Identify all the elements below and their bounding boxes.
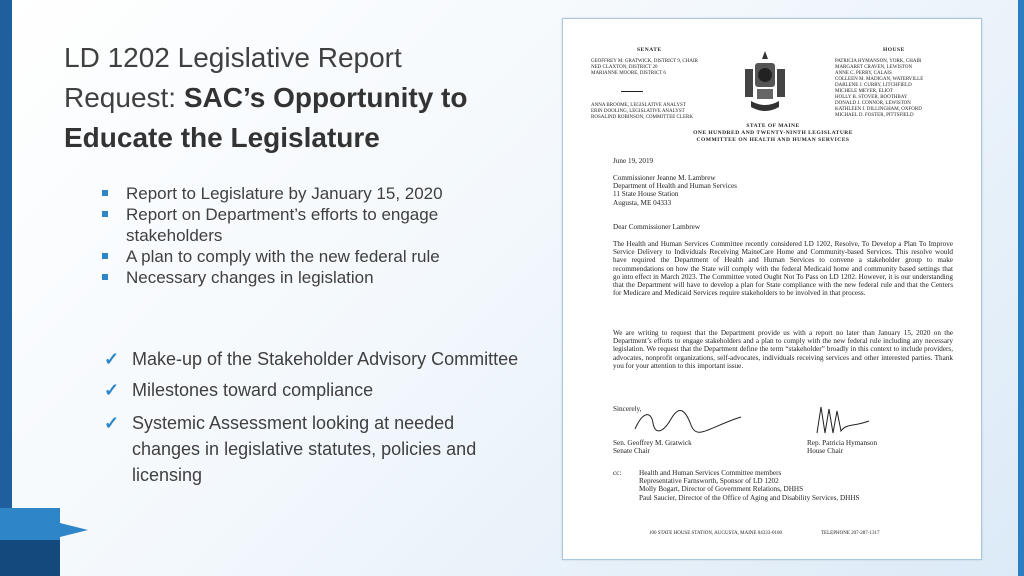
letter-paragraph-2: We are writing to request that the Department provide us with a report no later than January 15, 2020 on the Department’s efforts to engage stakeholders and a plan to comply with the new federal rule including any necessary legislation. We request that the Department define the term “stakeholder” broadly in this context to include providers, advocates, nonprofit organizations, self-advocates, individuals receiving services and other interested parties. Thank you for your attention to this important issue. — [613, 329, 953, 370]
letter-address: Commissioner Jeanne M. Lambrew Department of Health and Human Services 11 State House Station Augusta, ME 04333 — [613, 174, 737, 207]
check-item: ✓ Systemic Assessment looking at needed changes in legislative statutes, policies and licensing — [104, 410, 524, 488]
letter-image — [562, 18, 982, 560]
house-chair-block: Rep. Patricia Hymanson House Chair — [807, 439, 878, 456]
check-item: ✓ Milestones toward compliance — [104, 380, 374, 400]
letter-committee-heading: COMMITTEE ON HEALTH AND HUMAN SERVICES — [696, 137, 850, 143]
letter-divider — [621, 91, 643, 92]
senate-chair-block: Sen. Geoffrey M. Gratwick Senate Chair — [613, 439, 692, 456]
letter-senate-members: GEOFFREY M. GRATWICK, DISTRICT 9, CHAIR NED CLAXTON, DISTRICT 20 MARIANNE MOORE, DISTRICT 6 — [591, 59, 698, 76]
letter-house-members: PATRICIA HYMANSON, YORK, CHAIR MARGARET CRAVEN, LEWISTON ANNE C. PERRY, CALAIS COLLEEN M. MADIGAN, WATERVILLE DARLENE J. CURRY, LITCHFIELD MICHELE MEYER, ELIOT HOLLY B. STOVER, BOOTHBAY DONALD J. CONNOR, LEWISTON KATHLEEN J. DILLINGHAM, OXFORD MICHAEL D. FOSTER, PITTSFIELD — [835, 59, 924, 118]
bullet-item: A plan to comply with the new federal rule — [100, 246, 520, 267]
letter-state-heading: STATE OF MAINE — [746, 123, 800, 129]
title-bold-part-1: SAC’s Opportunity to — [183, 82, 468, 113]
letter-closing: Sincerely, — [613, 405, 642, 413]
cc-label: cc: — [613, 469, 622, 477]
square-bullet-icon — [102, 190, 108, 196]
letter-senate-heading: SENATE — [637, 47, 662, 53]
title-line-3: Educate the Legislature — [64, 122, 380, 153]
bullet-item: Report on Department’s efforts to engage stakeholders — [100, 204, 520, 246]
bottom-corner-band — [0, 540, 60, 576]
house-chair-signature-icon — [813, 403, 873, 437]
checkmark-icon: ✓ — [104, 413, 120, 433]
square-bullet-icon — [102, 253, 108, 259]
checkmark-icon: ✓ — [104, 349, 120, 369]
square-bullet-icon — [102, 274, 108, 280]
title-line-1: LD 1202 Legislative Report — [64, 42, 402, 73]
checkmark-icon: ✓ — [104, 380, 120, 400]
left-accent-band — [0, 0, 12, 576]
letter-house-heading: HOUSE — [883, 47, 905, 53]
letter-paragraph-1: The Health and Human Services Committee recently considered LD 1202, Resolve, To Develop a Plan To Improve Service Delivery to Individuals Receiving MaineCare Home and Community-based Services. This resolve would have required the Department of Health and Human Services to convene a stakeholder group to make recommendations on how the State will comply with the federal Medicaid home and community based settings that go into effect in March 2023. The Committee voted Ought Not To Pass on LD 1202. However, it is our understanding that the Department will have to develop a plan for State compliance with the new federal rule and that the Centers for Medicare and Medicaid Services require stakeholders to be involved in that process. — [613, 240, 953, 298]
slide-title — [64, 38, 534, 158]
maine-state-seal-icon — [741, 49, 789, 121]
letter-footer-address: 100 STATE HOUSE STATION, AUGUSTA, MAINE 04333-0100 — [649, 531, 782, 536]
senate-chair-signature-icon — [633, 407, 743, 435]
right-accent-edge — [1018, 0, 1024, 576]
bullet-item: Necessary changes in legislation — [100, 267, 520, 288]
checkmark-list — [104, 348, 524, 497]
title-line-2 — [64, 78, 534, 118]
letter-date: June 19, 2019 — [613, 157, 654, 165]
letter-salutation: Dear Commissioner Lambrew — [613, 223, 701, 231]
letter-footer-phone: TELEPHONE 207-287-1317 — [821, 531, 880, 536]
letter-senate-staff: ANNA BROOME, LEGISLATIVE ANALYST ERIN DOOLING, LEGISLATIVE ANALYST ROSALIND ROBINSON, COMMITTEE CLERK — [591, 103, 693, 120]
letter-legislature-heading: ONE HUNDRED AND TWENTY-NINTH LEGISLATURE — [693, 130, 853, 136]
check-item: ✓ Make-up of the Stakeholder Advisory Committee — [104, 349, 519, 369]
bullet-list — [100, 183, 520, 288]
square-bullet-icon — [102, 211, 108, 217]
title-request-prefix: Request: — [64, 82, 184, 113]
cc-list: Health and Human Services Committee members Representative Farnsworth, Sponsor of LD 1202 Molly Bogart, Director of Government Relations, DHHS Paul Saucier, Director of the Office of Aging and Disability Services, DHHS — [639, 469, 860, 502]
bullet-item: Report to Legislature by January 15, 2020 — [100, 183, 520, 204]
